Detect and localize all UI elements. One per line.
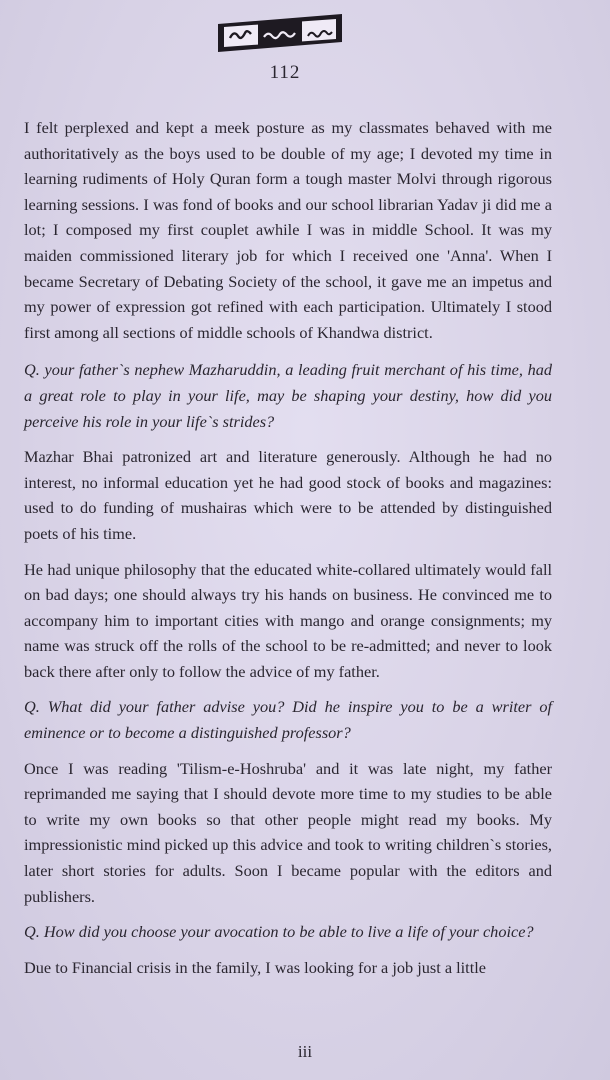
answer-paragraph: Due to Financial crisis in the family, I was looking for a job just a little [24, 957, 486, 977]
roman-page-number: iii [297, 1042, 313, 1061]
answer-paragraph: Mazhar Bhai patronized art and literature generously. Although he had no interest, no informal education yet he had good stock of books and magazines: used to do funding of mushairas which were to be attended by distinguished poets of his time. [24, 447, 552, 543]
question-paragraph: Q. What did your father advise you? Did he inspire you to be a writer of eminence or to become a distinguished professor? [24, 697, 552, 743]
answer-paragraph: He had unique philosophy that the educated white-collared ultimately would fall on bad days; one should always try his hands on business. He convinced me to accompany him to important cities with mango and orange consignments; my name was struck off the rolls of the school to be re-admitted; and never to look back there after only to follow the advice of my father. [24, 559, 552, 681]
header-banner [214, 10, 346, 56]
page-body [24, 115, 552, 990]
answer-paragraph: I felt perplexed and kept a meek posture as my classmates behaved with me authoritatively as the boys used to be double of my age; I devoted my time in learning rudiments of Holy Quran form a tough master Molvi through rigorous learning sessions. I was fond of books and our school librarian Yadav ji did me a lot; I composed my first couplet awhile I was in middle School. It was my maiden commissioned literary job for which I received one 'Anna'. When I became Secretary of Debating Society of the school, it gave me an impetus and my power of expression got refined with each participation. Ultimately I stood first among all sections of middle schools of Khandwa district. [24, 118, 552, 342]
page-number: 112 [269, 62, 301, 83]
answer-paragraph: Once I was reading 'Tilism-e-Hoshruba' and it was late night, my father reprimanded me saying that I should devote more time to my studies to be able to write my own books so that other people might read my books. My impressionistic mind picked up this advice and took to writing children`s stories, later short stories for adults. Soon I became popular with the editors and publishers. [24, 758, 552, 906]
question-paragraph: Q. How did you choose your avocation to be able to live a life of your choice? [24, 922, 534, 942]
question-paragraph: Q. your father`s nephew Mazharuddin, a leading fruit merchant of his time, had a great role to play in your life, may be shaping your destiny, how did you perceive his role in your life`s strides? [24, 360, 552, 431]
